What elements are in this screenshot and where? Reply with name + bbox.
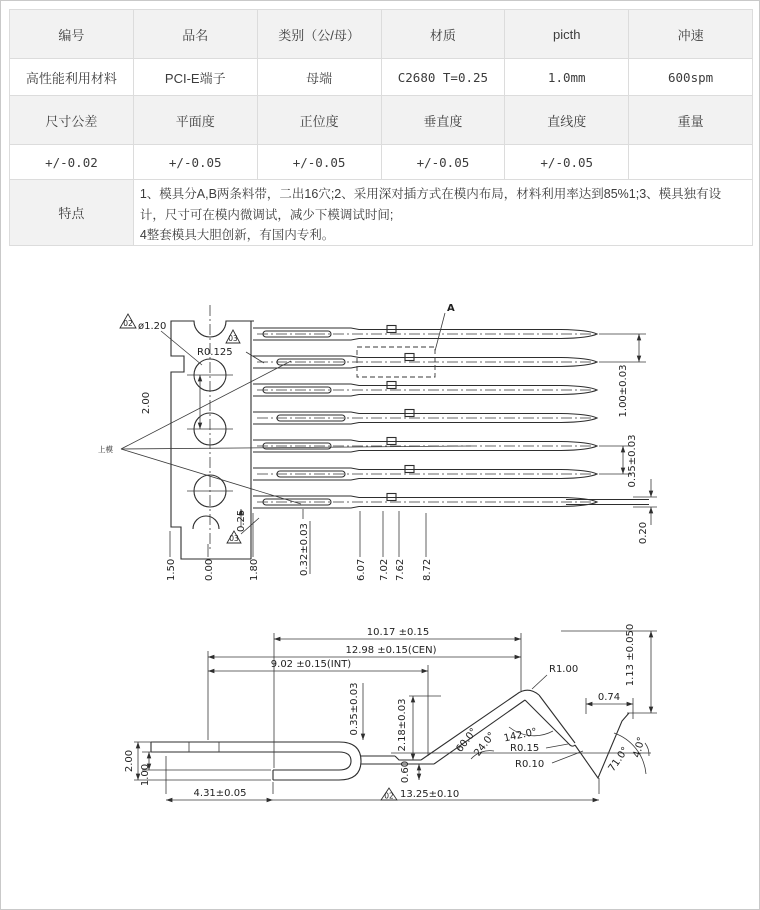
datum-02-strip: 02 <box>123 319 133 328</box>
value-material: C2680 T=0.25 <box>382 59 506 96</box>
value-flatness: +/-0.05 <box>134 145 258 180</box>
datum-03-strip: 03 <box>228 334 238 343</box>
dim-1-13: 1.13 ±0.050 <box>625 623 636 687</box>
col-header-speed: 冲速 <box>629 10 753 59</box>
dim-0-35-profile: 0.35±0.03 <box>349 682 360 736</box>
value-straightness: +/-0.05 <box>505 145 629 180</box>
dim-13-25: 13.25±0.10 <box>400 789 460 800</box>
value-type: 母端 <box>258 59 382 96</box>
col-header-perpendicularity: 垂直度 <box>382 96 506 145</box>
web-dim: 0.25 <box>236 509 247 532</box>
radius-peak-label: R1.00 <box>549 664 579 675</box>
col-header-product-name: 品名 <box>134 10 258 59</box>
angle-24-label: 24.0° <box>472 730 498 759</box>
dim-1-80: 1.80 <box>249 558 260 581</box>
value-true-position: +/-0.05 <box>258 145 382 180</box>
value-speed: 600spm <box>629 59 753 96</box>
table-value-row-1 <box>10 59 753 96</box>
strip-bottom-dims <box>166 509 433 581</box>
dim-10-17: 10.17 ±0.15 <box>366 627 430 638</box>
engineering-drawings <box>1 251 760 910</box>
col-header-true-position: 正位度 <box>258 96 382 145</box>
dim-4-31: 4.31±0.05 <box>193 788 247 799</box>
radius-r0125-label: R0.125 <box>197 347 233 358</box>
dim-0-60: 0.60 <box>400 760 411 784</box>
dim-0-32: 0.32±0.03 <box>299 523 310 576</box>
dim-1-00-profile: 1.00 <box>140 763 151 787</box>
dim-0-74: 0.74 <box>597 692 621 703</box>
dim-2-18: 2.18±0.03 <box>397 698 408 752</box>
table-value-row-2 <box>10 145 753 180</box>
angle-4-label: 4.0° <box>631 735 648 759</box>
value-weight <box>629 145 753 180</box>
hole-diameter-label: ø1.20 <box>138 321 167 332</box>
dim-7-62: 7.62 <box>395 558 406 581</box>
col-header-flatness: 平面度 <box>134 96 258 145</box>
upper-die-label: 上模 <box>98 445 113 454</box>
dim-9-02: 9.02 ±0.15(INT) <box>270 659 352 670</box>
dim-7-02: 7.02 <box>379 558 390 581</box>
value-product-name: PCI-E端子 <box>134 59 258 96</box>
pin-pitch-dim: 1.00±0.03 <box>618 364 629 418</box>
angle-60-label: 60.0° <box>454 726 480 755</box>
dim-2-00-profile: 2.00 <box>124 749 135 773</box>
col-header-material: 材质 <box>382 10 506 59</box>
features-text <box>134 180 753 246</box>
hole-pitch-dim: 2.00 <box>141 391 152 415</box>
dim-0-00: 0.00 <box>204 558 215 581</box>
detail-a-label: A <box>447 303 455 314</box>
table-header-row-2 <box>10 96 753 145</box>
value-pitch: 1.0mm <box>505 59 629 96</box>
tail-thickness-dim: 0.20 <box>638 521 649 545</box>
table-features-row <box>10 180 753 246</box>
value-dim-tolerance: +/-0.02 <box>10 145 134 180</box>
dim-12-98: 12.98 ±0.15(CEN) <box>345 645 437 656</box>
radius-valley1-label: R0.15 <box>510 743 540 754</box>
profile-drawing <box>124 624 657 801</box>
dim-1-50: 1.50 <box>166 558 177 581</box>
pin-width-dim: 0.35±0.03 <box>627 434 638 488</box>
col-header-type: 类别（公/母） <box>258 10 382 59</box>
datum-03-lower: 03 <box>229 534 239 543</box>
datum-02-profile: 02 <box>384 791 394 801</box>
table-header-row-1 <box>10 10 753 59</box>
value-number: 高性能利用材料 <box>10 59 134 96</box>
dim-8-72: 8.72 <box>422 558 433 581</box>
features-line-2: 4整套模具大胆创新，有国内专利。 <box>139 228 335 243</box>
spec-table <box>9 9 753 246</box>
radius-valley2-label: R0.10 <box>515 759 545 770</box>
angle-142-label: 142.0° <box>502 726 539 745</box>
dim-6-07: 6.07 <box>356 558 367 581</box>
col-header-dim-tolerance: 尺寸公差 <box>10 96 134 145</box>
features-line-1: 1、模具分A,B两条料带，二出16穴;2、采用深对插方式在模内布局，材料利用率达到85%1;3、模具独有设计，尺寸可在模内微调试，减少下模调试时间; <box>139 187 722 222</box>
col-header-weight: 重量 <box>629 96 753 145</box>
value-perpendicularity: +/-0.05 <box>382 145 506 180</box>
col-header-straightness: 直线度 <box>505 96 629 145</box>
col-header-pitch: picth <box>505 10 629 59</box>
features-label: 特点 <box>10 180 134 246</box>
strip-drawing <box>98 303 657 581</box>
angle-71-label: 71.0° <box>606 745 632 774</box>
col-header-number: 编号 <box>10 10 134 59</box>
